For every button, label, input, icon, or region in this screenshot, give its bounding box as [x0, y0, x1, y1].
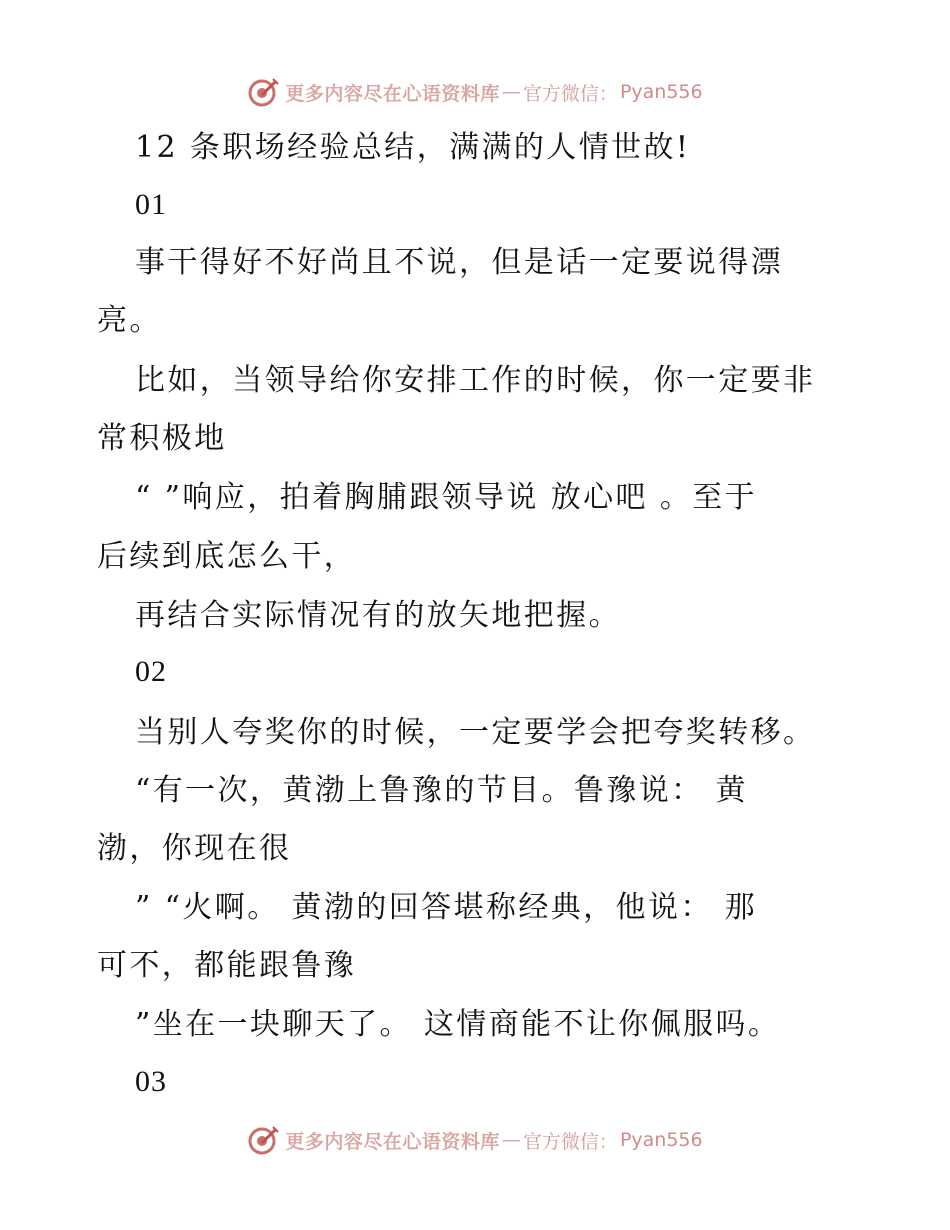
footer-wechat-label: 官方微信：: [522, 1130, 618, 1153]
footer-dash: —: [501, 1129, 521, 1151]
header-wechat-id: Pyan556: [619, 81, 703, 103]
footer-wechat-id: Pyan556: [619, 1129, 703, 1151]
header-site-name: 更多内容尽在心语资料库: [285, 82, 500, 105]
paragraph-7-line-2: 可不，都能跟鲁豫: [97, 948, 357, 983]
section-number-03: 03: [135, 1065, 167, 1098]
paragraph-7-line-1: ” “火啊。 黄渤的回答堪称经典，他说： 那: [135, 890, 758, 925]
header-wechat-label: 官方微信：: [522, 82, 618, 105]
paragraph-2-line-1: 比如，当领导给你安排工作的时候，你一定要非: [135, 363, 816, 398]
paragraph-1-line-2: 亮。: [97, 303, 162, 338]
paragraph-4-line-1: 再结合实际情况有的放矢地把握。: [135, 598, 621, 633]
paragraph-2-line-2: 常积极地: [97, 421, 227, 456]
section-number-02: 02: [135, 655, 167, 688]
footer-site-name: 更多内容尽在心语资料库: [285, 1130, 500, 1153]
paragraph-6-line-2: 渤，你现在很: [97, 831, 292, 866]
paragraph-3-line-2: 后续到底怎么干，: [97, 539, 357, 574]
paragraph-8-line-1: ”坐在一块聊天了。 这情商能不让你佩服吗。: [135, 1007, 781, 1042]
pen-logo-icon: [247, 76, 279, 108]
document-title: 12 条职场经验总结，满满的人情世故!: [135, 130, 691, 165]
paragraph-1-line-1: 事干得好不好尚且不说，但是话一定要说得漂: [135, 245, 783, 280]
paragraph-3-line-1: “ ”响应，拍着胸脯跟领导说 放心吧 。至于: [135, 480, 758, 515]
pen-logo-icon: [247, 1124, 279, 1156]
header-dash: —: [501, 81, 521, 103]
section-number-01: 01: [135, 188, 167, 221]
header-watermark: [0, 72, 950, 112]
paragraph-5-line-1: 当别人夸奖你的时候，一定要学会把夸奖转移。: [135, 715, 816, 750]
paragraph-6-line-1: “有一次，黄渤上鲁豫的节目。鲁豫说： 黄: [135, 773, 748, 808]
footer-watermark: [0, 1120, 950, 1160]
